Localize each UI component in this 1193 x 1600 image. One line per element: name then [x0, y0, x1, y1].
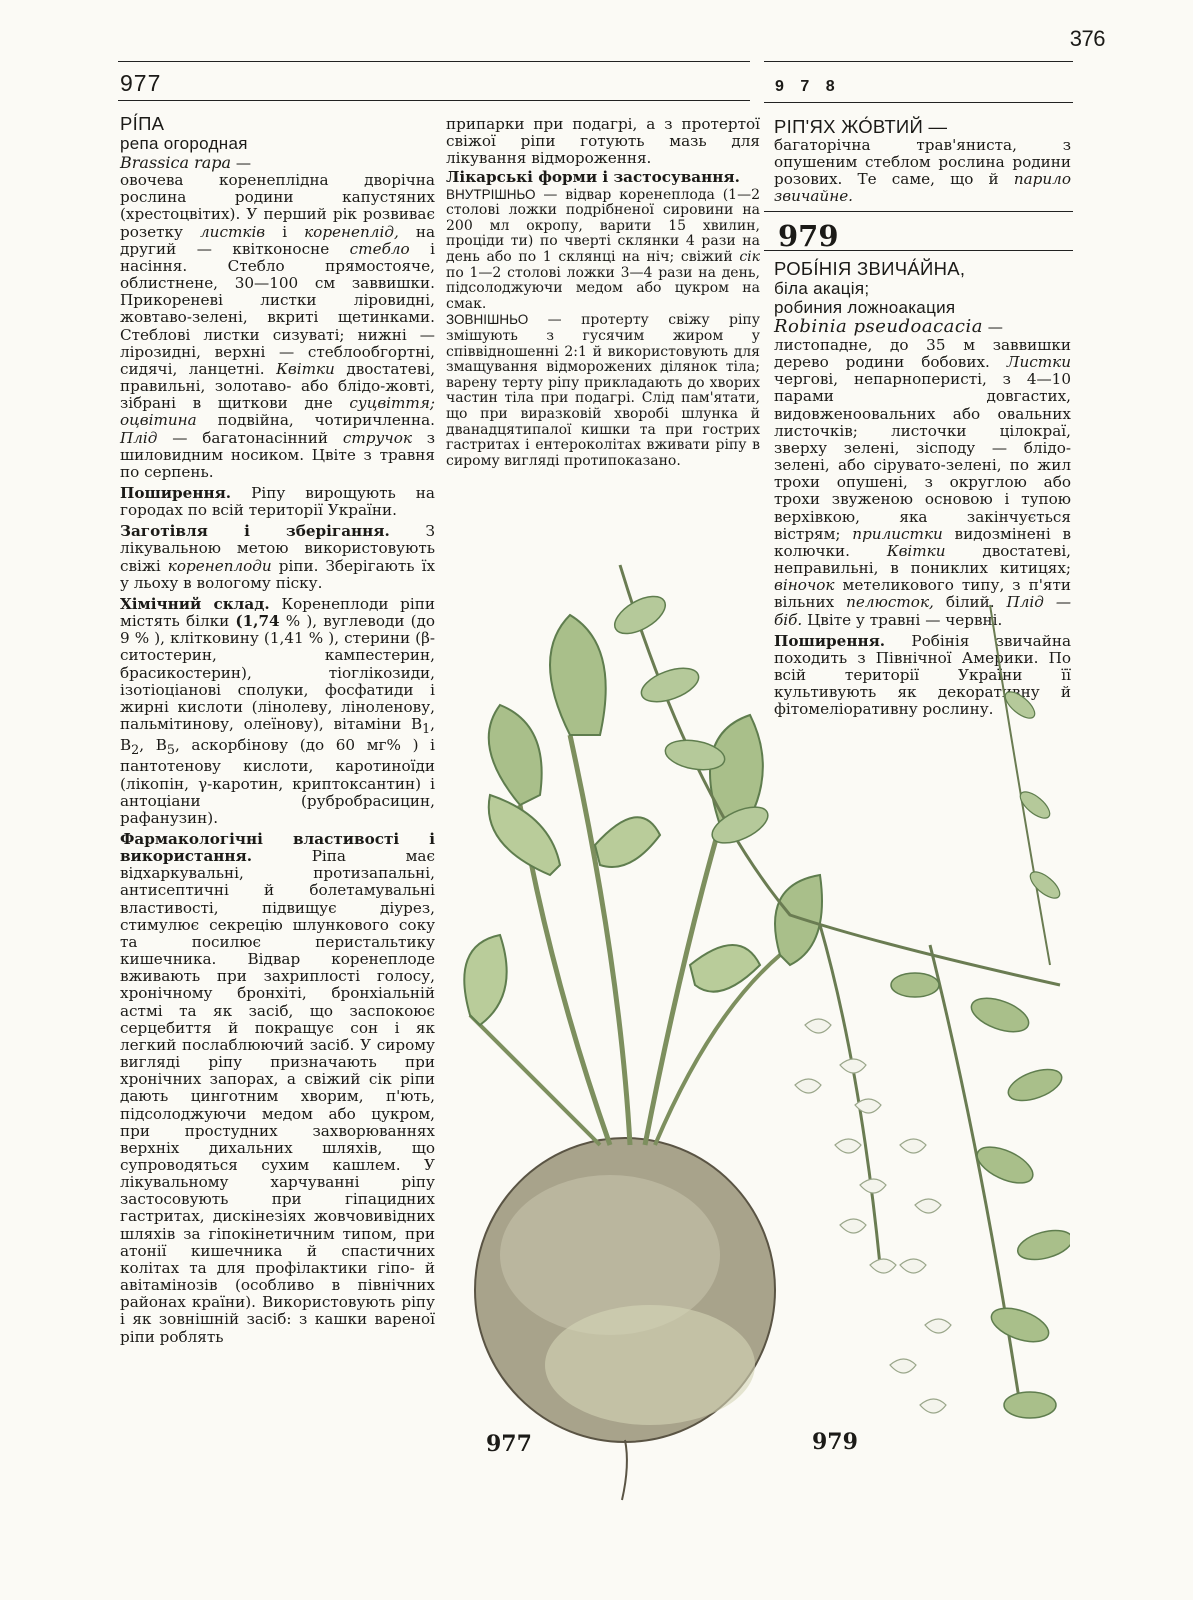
text: , B	[120, 715, 435, 755]
text: і	[282, 222, 288, 241]
name-lat-977: Brassica rapa	[120, 153, 232, 172]
text: двостатеві, неправильні, в пониклих китицях;	[774, 541, 1072, 578]
botanical-plate	[460, 545, 1070, 1520]
plate-label-977: 977	[486, 1431, 532, 1457]
text: Ріпа має відхаркувальні, протизапальні, антисептичні й болетамувальні властивості, підвищує діурез, стимулює секрецію шлункового соку та посилює перистальтику кишечника. Відвар коренеплоде вживають при захриплості голосу, хронічному бронхіті, бронхіальній астмі та як засіб, що заспокоює серцебиття й покращує сон і як легкий послаблюючий засіб. У сирому вигляді ріпу призначають при хронічних запорах, а свіжий сік ріпи дають цинготним хворим, п'ють, підсолоджуючи медом або цукром, при простудних захворюваннях верхніх дихальних шляхів, що супроводяться сухим кашлем. У лікувальному харчуванні ріпу застосовують при гіпацидних гастритах, дискінезіях жовчовивідних шляхів за гіпокінетичним типом, при атонії кишечника й спастичних колітах та для профілактики гіпо- й авітамінозів (особливо в північних районах країни). Використовують ріпу і як зовнішній засіб: з кашки вареної ріпи роблять	[120, 847, 435, 1346]
internal-use-977	[446, 187, 760, 313]
text: — багатонасінний	[172, 428, 328, 447]
section-chemistry-977	[120, 596, 435, 827]
term: Плід — біб.	[774, 593, 1072, 629]
text: видозмінені в колючки.	[774, 524, 1072, 560]
text: Робінія звичайна походить з Північної Америки. По всій території України її культивують як декоративну й фітомеліоративну рослину.	[774, 631, 1071, 719]
caps-heading: ВНУТРІШНЬО	[446, 186, 536, 202]
text: двостатеві, правильні, золотаво- або блідо-жовті, зібрані в щиткови дне	[120, 359, 436, 413]
section-heading: Поширення.	[774, 631, 886, 650]
text: білий.	[945, 593, 995, 612]
text: Коренеплоди ріпи містять білки	[120, 594, 435, 631]
continuation-977: припарки при подагрі, а з протертої свіжої ріпи готують мазь для лікування відмороження.	[446, 115, 760, 168]
text: на другий — квітконосне	[120, 222, 436, 258]
dash-977: —	[235, 154, 252, 172]
text: овочева коренеплідна дворічна рослина родини капустяних (хрестоцвітих). У перший рік розвиває розетку	[120, 171, 435, 241]
page-number: 376	[1069, 26, 1105, 51]
entry-number-978: 9 7 8	[775, 78, 841, 95]
text: % ), вуглеводи (до 9 % ), клітковину (1,41 % ), стерини (β-ситостерин, кампестерин, брасикостерин), тіоглікозиди, ізотіоціанові сполуки, фосфатиди і жирні кислоти (лінолеву, ліноленову, пальмітинову, олеїнову), вітаміни B	[120, 612, 436, 733]
section-harvest-977	[120, 523, 435, 592]
section-pharmacology-977	[120, 831, 435, 1346]
term: суцвіття; оцвітина	[120, 394, 436, 430]
text: листопадне, до 35 м заввишки дерево родини бобових.	[774, 336, 1071, 372]
alt-name-979-2: робиния ложноакация	[774, 298, 956, 317]
term: Плід	[120, 428, 158, 447]
text: багаторічна трав'яниста, з опушеним стеблом рослина родини розових. Те саме, що й	[774, 136, 1071, 189]
term: пелюсток,	[846, 593, 934, 612]
term: стручок	[342, 428, 412, 447]
description-978	[774, 137, 1071, 206]
headword-977: РІ́ПА	[120, 113, 165, 134]
subscript: 2	[131, 742, 140, 758]
text: Цвіте у травні — червні.	[807, 610, 1003, 629]
name-lat-979: Robinia pseudoacacia	[774, 316, 983, 337]
text: — відвар коренеплода (1—2 столові ложки подрібненої сировини на 200 мл окропу, варити 15 хвилин, проціди ти) по чверті склянки 4 рази на день або по 1 склянці на ніч; свіжий	[446, 186, 760, 265]
term: стебло	[349, 239, 410, 258]
text: ріпи. Зберігають їх у льоху в вологому піску.	[120, 556, 436, 592]
text: , аскорбінову (до 60 мг% ) і пантотенову кислоти, каротиноїди (лікопін, γ-каротин, криптоксантин) і антоціани (рубробрасицин, рафанузин).	[120, 736, 435, 827]
term: прилистки	[852, 524, 943, 543]
entry-number-979: 979	[778, 219, 839, 253]
term: сік	[739, 249, 760, 265]
term: Квітки	[276, 359, 335, 378]
term: Квітки	[886, 541, 946, 560]
text: метеликового типу, з п'яти вільних	[774, 576, 1071, 612]
headword-978: РІП'ЯХ ЖО́ВТИЙ —	[774, 116, 948, 137]
term: парило звичайне.	[774, 170, 1071, 206]
text: З лікувальною метою використовують свіжі	[120, 522, 436, 575]
turnip-illustration	[464, 615, 822, 1500]
column-1	[120, 113, 435, 1346]
section-heading: Поширення.	[120, 483, 232, 502]
name-lat-979-line	[774, 317, 1071, 337]
text: подвійна, чотиричленна.	[217, 411, 436, 430]
name-lat-977-line	[120, 153, 435, 172]
term: віночок	[774, 576, 835, 595]
section-heading: Заготівля і зберігання.	[120, 522, 390, 541]
column-2	[446, 116, 760, 469]
rule-under-978	[764, 102, 1073, 103]
subscript: 1	[422, 721, 431, 737]
dash-979: —	[987, 318, 1003, 336]
value: (1,74	[235, 612, 280, 631]
term: коренеплід,	[304, 222, 399, 241]
subscript: 5	[166, 742, 175, 758]
plate-label-979: 979	[812, 1429, 858, 1455]
headword-979: РОБІ́НІЯ ЗВИЧА́ЙНА,	[774, 258, 966, 279]
term: Листки	[1006, 353, 1071, 372]
text: чергові, непарноперисті, з 4—10 парами довгастих, видовженоовальних або овальних листочків; листочки цілокраї, зверху зелені, зісподу — блідо-зелені, або сірувато-зелені, по жил трохи опушені, з округлою або трохи звуженою основою і тупою верхівкою, яка закінчується вістрям;	[774, 370, 1071, 543]
text: по 1—2 столові ложки 3—4 рази на день, підсолоджуючи медом або цукром на смак.	[446, 264, 760, 312]
text: і насіння. Стебло прямостояче, облистнене, 30—100 см заввишки. Прикореневі листки ліровидні, жовтаво-зелені, вкриті щетинками. Стеблові листки сизуваті; нижні — лірозидні, верхні — стеблообгортні, сидячі, ланцетні.	[120, 239, 435, 378]
entry-number-977: 977	[120, 70, 162, 96]
text: Ріпу вирощують на городах по всій території України.	[120, 483, 435, 520]
alt-name-979-1: біла акація;	[774, 279, 870, 298]
description-977	[120, 172, 435, 481]
text: — протерту свіжу ріпу змішують з гусячим жиром у співвідношенні 2:1 й використовують для змащування відморожених ділянок тіла; варену терту ріпу прикладають до хворих частин тіла при подагрі. Слід пам'ятати, що при виразковій хворобі шлунка й дванадцятипалої кишки та при гострих гастритах і ентероколітах вживати ріпу в сирому вигляді протипоказано.	[446, 312, 761, 469]
top-rule-right	[764, 61, 1073, 62]
external-use-977	[446, 312, 760, 469]
caps-heading: ЗОВНІШНЬО	[446, 312, 529, 328]
section-forms-heading-977: Лікарські форми і застосування.	[446, 168, 740, 187]
top-rule-left	[118, 61, 750, 62]
section-heading: Фармакологічні властивості і використання.	[120, 830, 435, 866]
term: листків	[200, 222, 266, 241]
term: коренеплоди	[167, 556, 272, 575]
section-heading: Хімічний склад.	[120, 594, 270, 613]
name-ru-977: репа огородная	[120, 134, 248, 153]
column-3	[774, 116, 1071, 206]
rule-under-977	[118, 100, 750, 101]
rule-above-979	[764, 211, 1073, 212]
text: , B	[139, 736, 167, 755]
text: з шиловидним носиком. Цвіте з травня по серпень.	[120, 428, 436, 481]
section-distribution-977	[120, 485, 435, 519]
